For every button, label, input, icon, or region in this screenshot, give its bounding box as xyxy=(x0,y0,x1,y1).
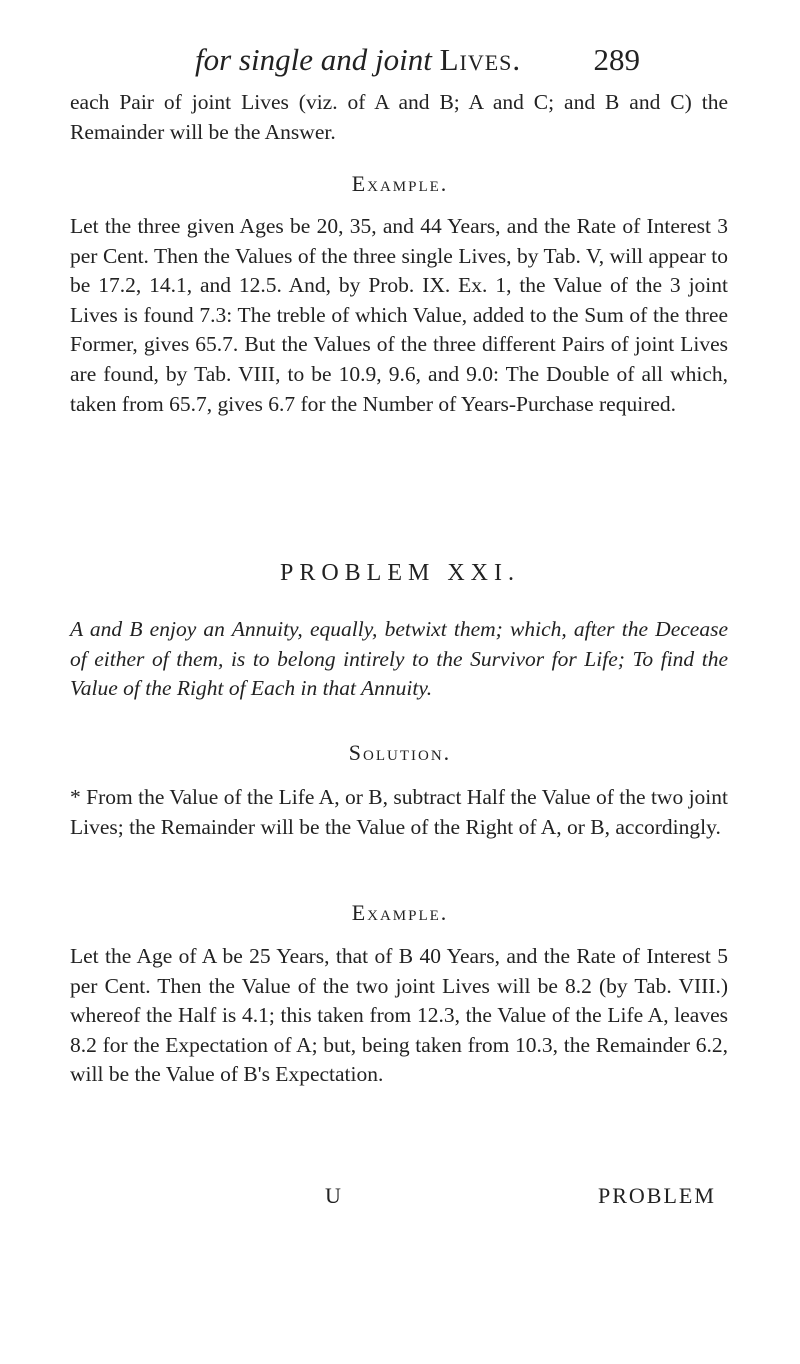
catchword: PROBLEM xyxy=(598,1183,716,1208)
running-header xyxy=(195,42,640,78)
problem-heading: PROBLEM XXI. xyxy=(279,560,520,586)
paragraph-text: Let the Age of A be 25 Years, that of B 40 Years, and the Rate of Interest 5 per Cent. Then the Value of the two joint Lives will be 8.2 (by Tab. VIII.) whereof the Half is 4.1; this taken from 12.3, the Value of the Life A, leaves 8.2 for the Expectation of A; but, being taken from 10.3, the Remainder 6.2, will be the Value of B's Expectation. xyxy=(70,944,728,1087)
example-paragraph xyxy=(70,942,728,1090)
paragraph-continuation xyxy=(70,88,728,147)
paragraph-text: each Pair of joint Lives (viz. of A and B; A and C; and B and C) the Remainder will be the Answer. xyxy=(70,90,728,144)
solution-paragraph xyxy=(70,783,728,842)
paragraph-text: * From the Value of the Life A, or B, subtract Half the Value of the two joint Lives; the Remainder will be the Value of the Right of A, or B, accordingly. xyxy=(70,785,728,839)
running-title-caps: Lives. xyxy=(439,42,522,77)
solution-heading: Solution. xyxy=(348,740,452,765)
example-heading: Example. xyxy=(351,900,449,925)
signature-mark: U xyxy=(325,1183,343,1208)
running-title xyxy=(195,42,521,77)
page-number: 289 xyxy=(593,42,640,77)
paragraph-text: Let the three given Ages be 20, 35, and 44 Years, and the Rate of Interest 3 per Cent. Then the Values of the three single Lives, by Tab. V, will appear to be 17.2, 14.1, and 12.5. And, by Prob. IX. Ex. 1, the Value of the 3 joint Lives is found 7.3: The treble of which Value, added to the Sum of the three Former, gives 65.7. But the Values of the three different Pairs of joint Lives are found, by Tab. VIII, to be 10.9, 9.6, and 9.0: The Double of all which, taken from 65.7, gives 6.7 for the Number of Years-Purchase required. xyxy=(70,214,728,416)
example-heading: Example. xyxy=(351,171,449,196)
example-paragraph xyxy=(70,212,728,419)
paragraph-text: A and B enjoy an Annuity, equally, betwixt them; which, after the Decease of either of them, is to belong intirely to the Survivor for Life; To find the Value of the Right of Each in that Annuity. xyxy=(70,617,728,701)
problem-statement xyxy=(70,615,728,704)
running-title-italic: for single and joint xyxy=(195,42,432,77)
